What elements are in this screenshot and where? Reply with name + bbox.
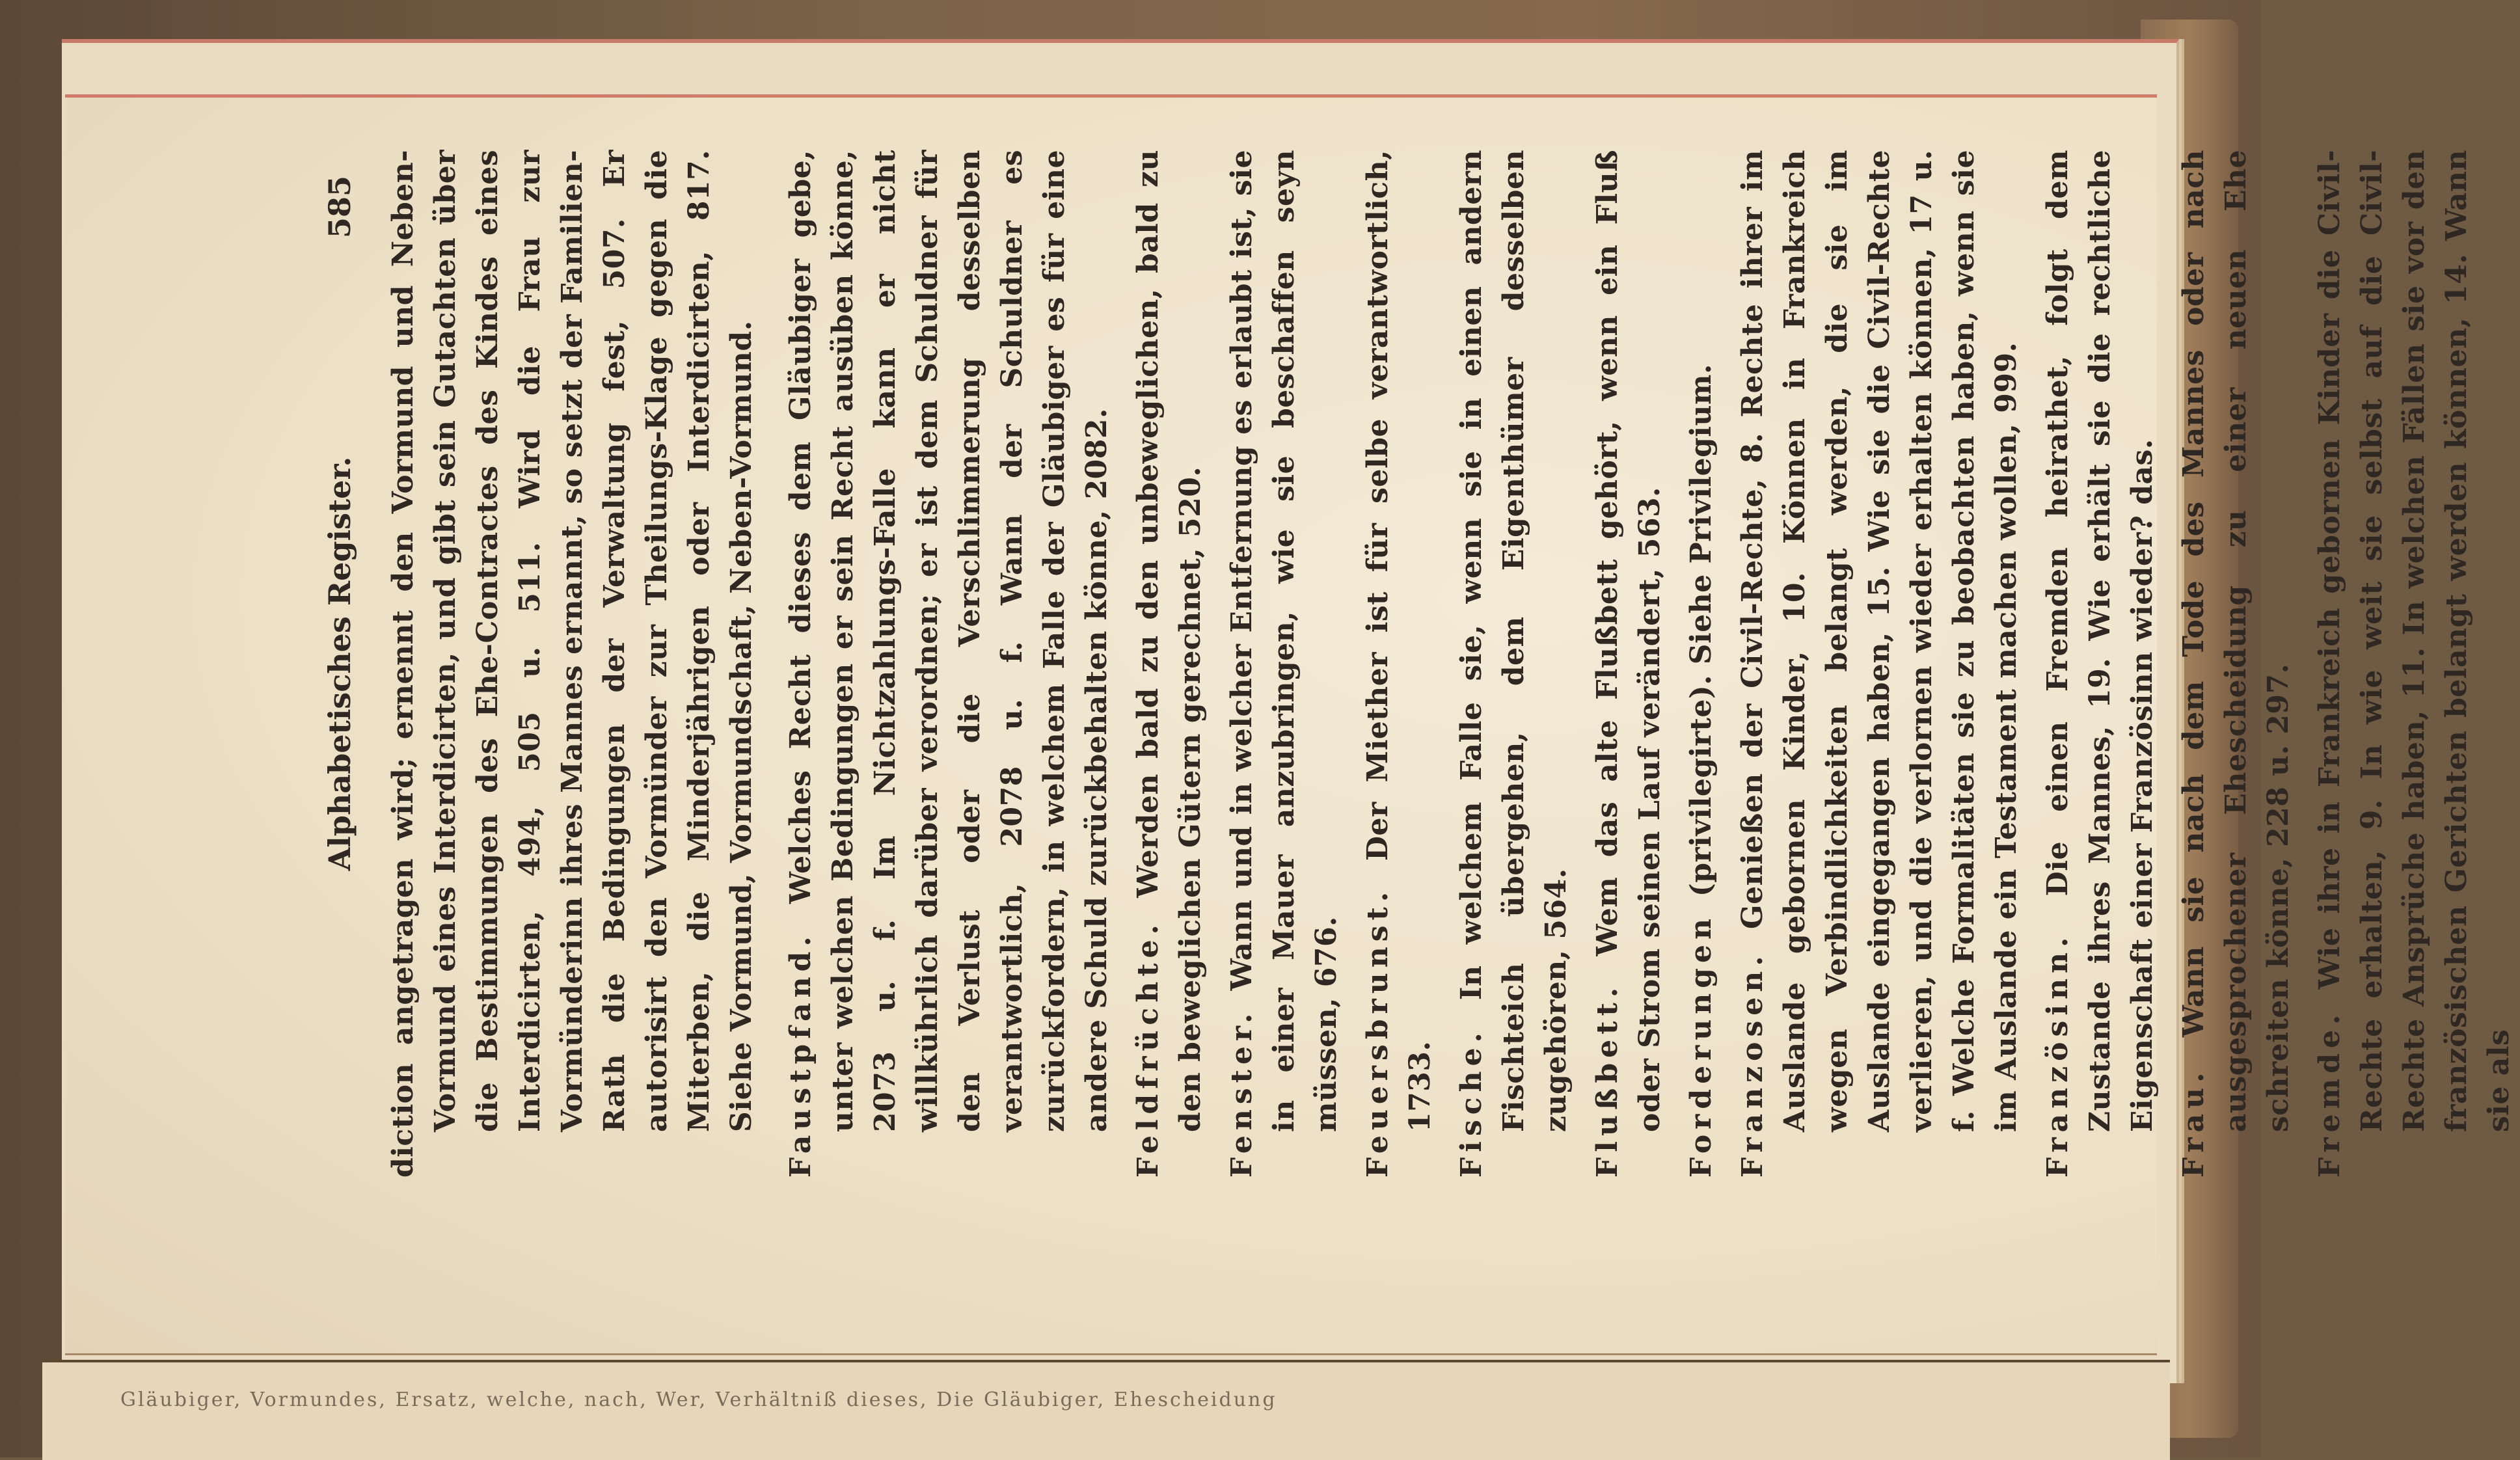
register-entry [1680,150,1722,1178]
entry-head: Feuersbrunst. [1361,886,1394,1178]
entry-text: Wie ihre in Frankreich gebornen Kinder die Civil-Rechte erhalten, 9. In wie weit sie selbst auf die Civil-Rechte Ansprüche haben, 11. In welchen Fällen sie vor den französischen Gerichten belangt werden können, 14. Wann sie als [2313,150,2515,1132]
register-entry [779,150,1118,1178]
entry-head: Flußbett. [1591,982,1624,1178]
entry-head: Fische. [1455,1027,1488,1178]
entry-text: Genießen der Civil-Rechte, 8. Rechte ihrer im Auslande gebornen Kinder, 10. Können in Frankreich wegen Verbindlichkeiten belangt werden, die sie im Auslande eingegangen haben, 15. Wie sie die Civil-Rechte verlieren, und die verlornen wieder erhalten können, 17 u. f. Welche Formalitäten sie zu beobachten haben, wenn sie im Auslande ein Testament machen wollen, 999. [1736,149,2023,1132]
entry-head: Franzosen. [1736,951,1769,1178]
entry-text: Welches Recht dieses dem Gläubiger gebe, unter welchen Bedingungen er sein Recht ausüben könne, 2073 u. f. Im Nichtzahlungs-Falle kann er nicht willkührlich darüber verordnen; er ist dem Schuldner für den Verlust oder die Verschlimmerung desselben verantwortlich, 2078 u. f. Wann der Schuldner es zurückfordern, in welchem Falle der Gläubiger es für eine andere Schuld zurückbehalten könne, 2082. [784,150,1113,1132]
entry-text: Werden bald zu den unbeweglichen, bald zu den beweglichen Gütern gerechnet, 520. [1131,150,1207,1132]
register-entry [1357,150,1441,1178]
register-entry [382,150,763,1178]
entry-head: Forderungen [1685,913,1718,1178]
register-entry [1221,150,1348,1178]
register-entry [2037,150,2163,1178]
facing-page-text: Gläubiger, Vormundes, Ersatz, welche, nach, Wer, Verhältniß dieses, Die Gläubiger, Ehescheidung [120,1388,1277,1411]
entry-text: Die einen Fremden heirathet, folgt dem Zustande ihres Mannes, 19. Wie erhält sie die rechtliche Eigenschaft einer Französinn wieder? das. [2041,149,2159,1132]
register-entry [1127,150,1212,1178]
page-title: Alphabetisches Register. [322,456,357,871]
page-header [322,150,357,1178]
rotated-text-block [316,149,2515,1178]
entry-text: Wann und in welcher Entfernung es erlaubt ist, sie in einer Mauer anzubringen, wie sie beschaffen seyn müssen, 676. [1225,150,1343,1132]
register-entry [1731,150,2027,1178]
entry-text: (privilegirte). Siehe Privilegium. [1685,364,1718,897]
entry-head: Fremde. [2313,1009,2346,1178]
entry-text: diction angetragen wird; ernennt den Vormund und Neben-Vormund eines Interdicirten, und gibt sein Gutachten über die Bestimmungen des Ehe-Contractes des Kindes eines Interdicirten, 494, 505 u. 511. Wird die Frau zur Vormünderinn ihres Mannes ernannt, so setzt der Familien-Rath die Bedingungen der Verwaltung fest, 507. Er autorisirt den Vormünder zur Theilungs-Klage gegen die Miterben, die Minderjährigen oder Interdicirten, 817. Siehe Vormund, Vormundschaft, Neben-Vormund. [386,150,758,1178]
page-number: 585 [322,176,357,239]
register-entry [1450,150,1577,1178]
entry-head: Faustpfand. [784,931,817,1178]
entry-head: Feldfrüchte. [1131,919,1165,1178]
register-entry [2309,150,2520,1178]
entry-head: Französinn. [2041,932,2074,1178]
entry-text: Der Miether ist für selbe verantwortlich, 1733. [1361,150,1437,1132]
entry-head: Frau. [2177,1067,2210,1178]
entry-text: Wem das alte Flußbett gehört, wenn ein Fluß oder Strom seinen Lauf verändert, 563. [1591,150,1666,1132]
entry-head: Fenster. [1225,1008,1258,1178]
register-entry [1586,150,1671,1178]
register-entry [2173,150,2299,1178]
entry-text: Wann sie nach dem Tode des Mannes oder nach ausgesprochener Ehescheidung zu einer neuen Ehe schreiten könne, 228 u. 297. [2177,150,2295,1132]
facing-page [42,1360,2170,1460]
entry-text: In welchem Falle sie, wenn sie in einen andern Fischteich übergehen, dem Eigenthümer desselben zugehören, 564. [1455,150,1573,1132]
